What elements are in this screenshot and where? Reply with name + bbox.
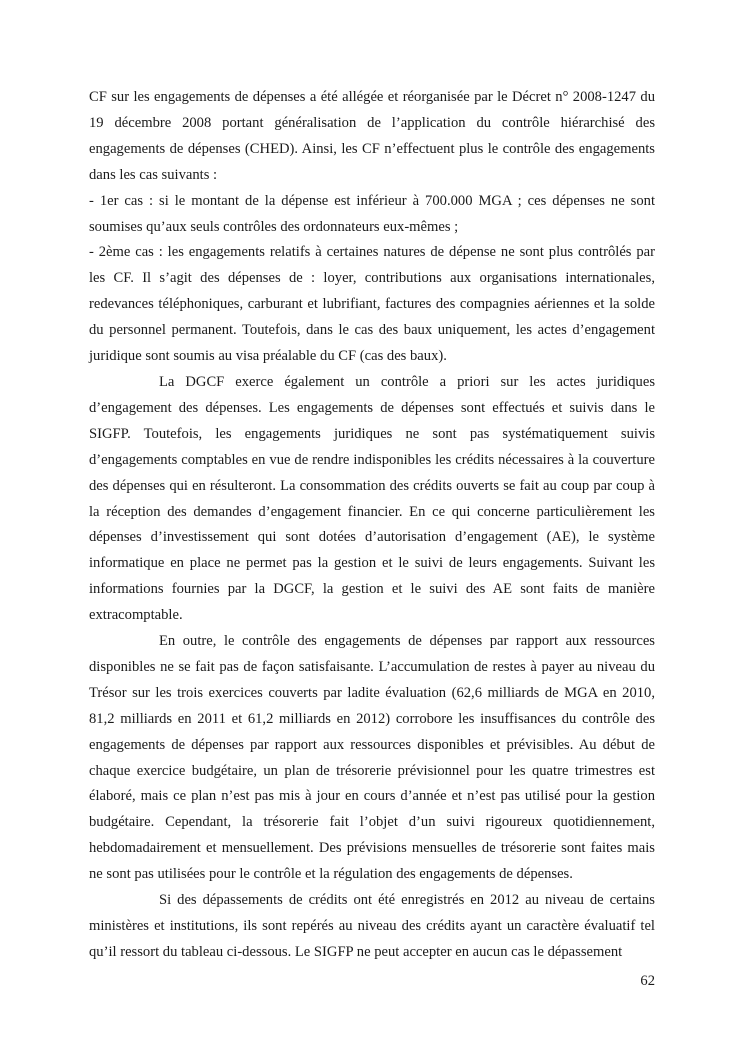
paragraph-case-1: - 1er cas : si le montant de la dépense est inférieur à 700.000 MGA ; ces dépenses ne sont soumises qu’aux seuls contrôles des ordonnateurs eux-mêmes ; [89, 192, 655, 235]
paragraph-resources-control: En outre, le contrôle des engagements de dépenses par rapport aux ressources disponibles ne se fait pas de façon satisfaisante. L’accumulation de restes à payer au niveau du Trésor sur les trois exercices couverts par ladite évaluation (62,6 milliards de MGA en 2010, 81,2 milliards en 2011 et 61,2 milliards en 2012) corrobore les insuffisances du contrôle des engagements de dépenses par rapport aux ressources disponibles et prévisibles. Au début de chaque exercice budgétaire, un plan de trésorerie prévisionnel pour les quatre trimestres est élaboré, mais ce plan n’est pas mis à jour en cours d’année et n’est pas utilisé pour la gestion budgétaire. Cependant, la trésorerie fait l’objet d’un suivi rigoureux quotidiennement, hebdomadairement et mensuellement. Des prévisions mensuelles de trésorerie sont faites mais ne sont pas utilisées pour le contrôle et la régulation des engagements de dépenses. [89, 633, 655, 883]
page-number: 62 [640, 973, 655, 989]
paragraph-dgcf-control: La DGCF exerce également un contrôle a priori sur les actes juridiques d’engagement des dépenses. Les engagements de dépenses sont effectués et suivis dans le SIGFP. Toutefois, les engagements juridiques ne sont pas systématiquement suivis d’engagements comptables en vue de rendre indisponibles les crédits nécessaires à la couverture des dépenses qui en résulteront. La consommation des crédits ouverts se fait au coup par coup à la réception des demandes d’engagement financier. En ce qui concerne particulièrement les dépenses d’investissement qui sont dotées d’autorisation d’engagement (AE), le système informatique en place ne permet pas la gestion et le suivi de leurs engagements. Suivant les informations fournies par la DGCF, la gestion et le suivi des AE sont faits de manière extracomptable. [89, 373, 655, 624]
paragraph-ched-intro: CF sur les engagements de dépenses a été allégée et réorganisée par le Décret n° 2008-1247 du 19 décembre 2008 portant généralisation de l’application du contrôle hiérarchisé des engagements de dépenses (CHED). Ainsi, les CF n’effectuent plus le contrôle des engagements dans les cas suivants : [89, 89, 655, 183]
paragraph-credit-overruns: Si des dépassements de crédits ont été enregistrés en 2012 au niveau de certains ministères et institutions, ils sont repérés au niveau des crédits ayant un caractère évaluatif tel qu’il ressort du tableau ci-dessous. Le SIGFP ne peut accepter en aucun cas le dépassement [89, 892, 655, 960]
paragraph-case-2: - 2ème cas : les engagements relatifs à certaines natures de dépense ne sont plus contrôlés par les CF. Il s’agit des dépenses de : loyer, contributions aux organisations internationales, redevances téléphoniques, carburant et lubrifiant, factures des compagnies aériennes et la solde du personnel permanent. Toutefois, dans le cas des baux uniquement, les actes d’engagement juridique sont soumis au visa préalable du CF (cas des baux). [89, 244, 655, 365]
body-text [89, 85, 655, 966]
